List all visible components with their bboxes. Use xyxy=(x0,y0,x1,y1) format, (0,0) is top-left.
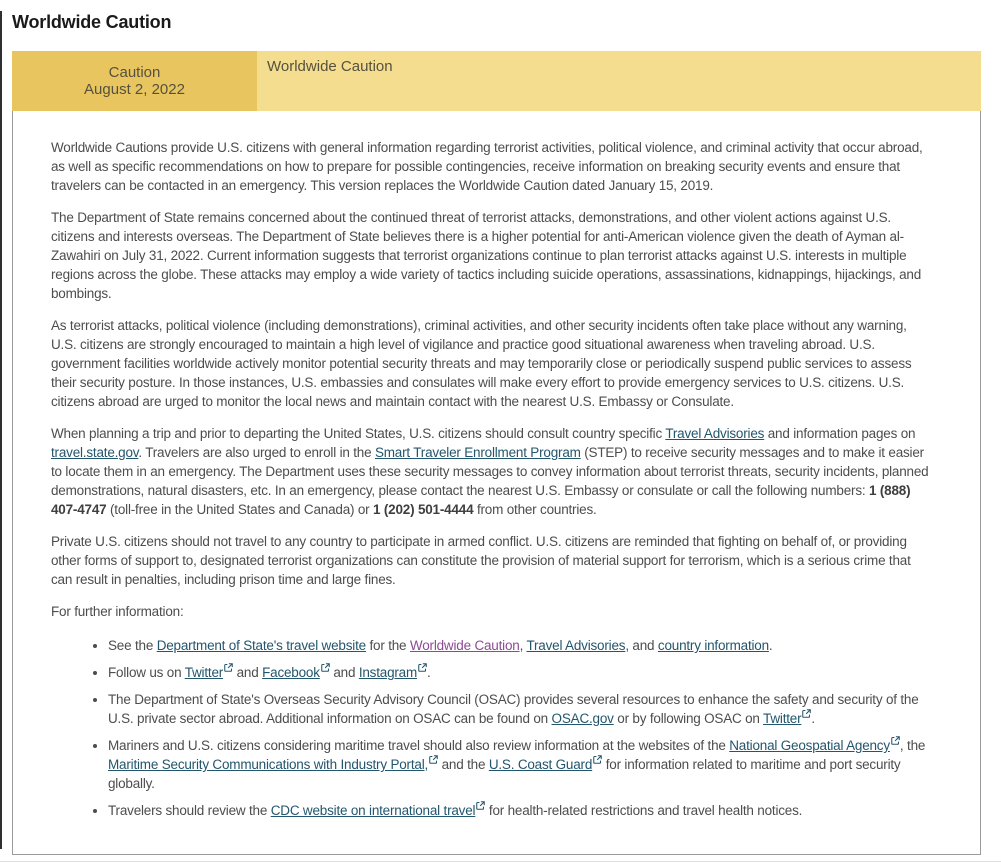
alert-title: Worldwide Caution xyxy=(267,58,393,75)
external-link-icon xyxy=(593,755,602,764)
link[interactable]: National Geospatial Agency xyxy=(729,738,890,753)
external-link-icon xyxy=(802,709,811,718)
link[interactable]: Worldwide Caution xyxy=(409,638,520,653)
list-item: • Travelers should review the CDC website on international travel for health-related restrictions and travel health notices. xyxy=(108,801,935,820)
link[interactable]: Twitter xyxy=(184,665,224,680)
list-item: • Mariners and U.S. citizens considering maritime travel should also review information at the websites of the National Geospatial Agency , the Maritime Security Communications with Industry Portal, and the U.S. Coast Guard for information related to maritime and port security globally. xyxy=(108,736,935,793)
external-link-icon xyxy=(321,663,330,672)
link[interactable]: Twitter xyxy=(763,711,802,726)
link[interactable]: country information xyxy=(657,638,769,653)
advisory-body xyxy=(51,138,935,621)
external-link-icon xyxy=(476,801,485,810)
alert-date: August 2, 2022 xyxy=(84,81,185,98)
paragraph: Worldwide Cautions provide U.S. citizens with general information regarding terrorist activities, political violence, and criminal activity that occur abroad, as well as specific recommendations on how to prepare for possible contingencies, receive information on breaking security events and ensure that travelers can be contacted in an emergency. This version replaces the Worldwide Caution dated January 15, 2019. xyxy=(51,140,923,193)
alert-type-label: Caution xyxy=(108,64,161,81)
paragraph: When planning a trip and prior to departing the United States, U.S. citizens should consult country specific Travel Advisories and information pages on travel.state.gov. Travelers are also urged to enroll in the Smart Traveler Enrollment Program (STEP) to receive security messages and to make it easier to locate them in an emergency. The Department uses these security messages to convey information about terrorist threats, security incidents, planned demonstrations, natural disasters, etc. In an emergency, please contact the nearest U.S. Embassy or consulate or call the following numbers: 1 (888) 407-4747 (toll-free in the United States and Canada) or 1 (202) 501-4444 from other countries. xyxy=(51,426,929,517)
phone-number: 1 (202) 501-4444 xyxy=(373,502,474,517)
paragraph: As terrorist attacks, political violence (including demonstrations), criminal activities, and other security incidents often take place without any warning, U.S. citizens are strongly encouraged to maintain a high level of vigilance and practice good situational awareness when traveling abroad. U.S. government facilities worldwide actively monitor potential security threats and may temporarily close or periodically suspend public services to assess their security posture. In those instances, U.S. embassies and consulates will make every effort to provide emergency services to U.S. citizens. U.S. citizens abroad are urged to monitor the local news and maintain contact with the nearest U.S. Embassy or Consulate. xyxy=(51,318,912,409)
page-bottom-divider xyxy=(0,861,1001,862)
link[interactable]: OSAC.gov xyxy=(551,711,614,726)
external-link-icon xyxy=(418,663,427,672)
page-title: Worldwide Caution xyxy=(12,12,172,32)
external-link-icon xyxy=(224,663,233,672)
link[interactable]: Travel Advisories xyxy=(526,638,626,653)
link[interactable]: Instagram xyxy=(358,665,418,680)
list-item: • Follow us on Twitter and Facebook and Instagram . xyxy=(108,663,935,682)
paragraph: Private U.S. citizens should not travel to any country to participate in armed conflict. U.S. citizens are reminded that fighting on behalf of, or providing other forms of support to, designated terrorist organizations can constitute the provision of material support for terrorism, which is a serious crime that can result in penalties, including prison time and large fines. xyxy=(51,534,911,587)
paragraph: For further information: xyxy=(51,604,184,619)
alert-banner xyxy=(12,51,981,111)
alert-title-cell xyxy=(257,51,981,111)
further-info-list xyxy=(51,636,935,820)
link[interactable]: Maritime Security Communications with Industry Portal, xyxy=(108,757,429,772)
external-link-icon xyxy=(429,755,438,764)
link[interactable]: Department of State's travel website xyxy=(156,638,366,653)
list-item: • See the Department of State's travel website for the Worldwide Caution, Travel Advisories, and country information. xyxy=(108,636,935,655)
link[interactable]: U.S. Coast Guard xyxy=(488,757,593,772)
window-left-edge xyxy=(0,11,2,849)
link[interactable]: Smart Traveler Enrollment Program xyxy=(374,445,581,460)
external-link-icon xyxy=(891,736,900,745)
phone-number: 1 (888) 407-4747 xyxy=(51,483,911,517)
paragraph: The Department of State remains concerned about the continued threat of terrorist attacks, demonstrations, and other violent actions against U.S. citizens and interests overseas. The Department of State believes there is a higher potential for anti-American violence given the death of Ayman al-Zawahiri on July 31, 2022. Current information suggests that terrorist organizations continue to plan terrorist attacks against U.S. interests in multiple regions across the globe. These attacks may employ a wide variety of tactics including suicide operations, assassinations, kidnappings, hijackings, and bombings. xyxy=(51,210,922,301)
link[interactable]: Travel Advisories xyxy=(665,426,765,441)
link[interactable]: Facebook xyxy=(262,665,320,680)
list-item: • The Department of State's Overseas Security Advisory Council (OSAC) provides several resources to enhance the safety and security of the U.S. private sector abroad. Additional information on OSAC can be found on OSAC.gov or by following OSAC on Twitter . xyxy=(108,690,935,728)
link[interactable]: CDC website on international travel xyxy=(270,803,476,818)
advisory-content xyxy=(12,111,981,855)
link[interactable]: travel.state.gov xyxy=(51,445,139,460)
alert-type-cell xyxy=(12,51,257,111)
